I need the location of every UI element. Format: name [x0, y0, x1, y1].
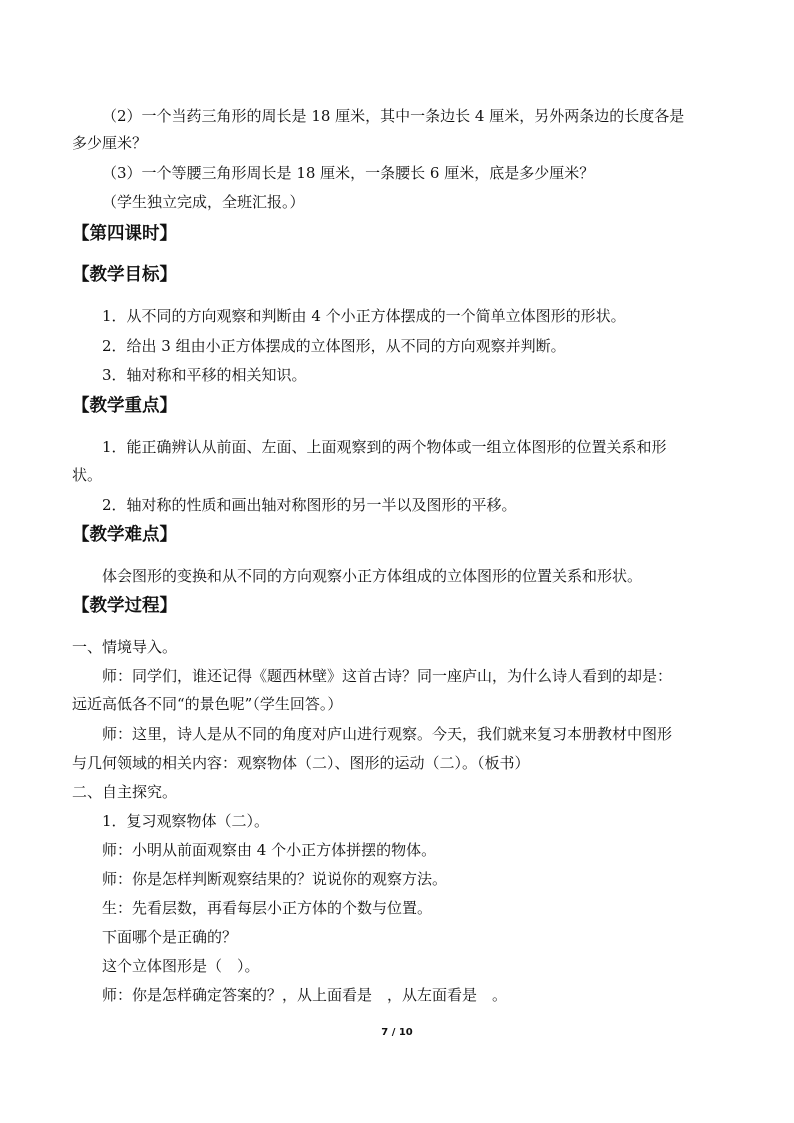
text-line: 2．给出 3 组由小正方体摆成的立体图形，从不同的方向观察并判断。 — [102, 337, 566, 355]
section-heading: 【教学难点】 — [72, 525, 177, 545]
text-line: 1．复习观察物体（二）。 — [102, 812, 270, 830]
text-line: 师：你是怎样判断观察结果的？说说你的观察方法。 — [102, 870, 448, 888]
text-line: 师：这里，诗人是从不同的角度对庐山进行观察。今天，我们就来复习本册教材中图形 — [102, 725, 673, 743]
text-line: （2）一个当药三角形的周长是 18 厘米，其中一条边长 4 厘米，另外两条边的长度各是 — [102, 107, 685, 125]
text-line: 师：小明从前面观察由 4 个小正方体拼摆的物体。 — [102, 841, 437, 859]
section-heading: 【第四课时】 — [72, 224, 177, 244]
text-line: 1．从不同的方向观察和判断由 4 个小正方体摆成的一个简单立体图形的形状。 — [102, 307, 626, 325]
section-heading: 【教学重点】 — [72, 396, 177, 416]
text-line: 生：先看层数，再看每层小正方体的个数与位置。 — [102, 899, 433, 917]
text-line: 二、自主探究。 — [72, 783, 178, 801]
text-line: 多少厘米？ — [72, 134, 148, 152]
text-line: 师：你是怎样确定答案的？，从上面看是 ，从左面看是 。 — [102, 986, 508, 1004]
text-line: 与几何领域的相关内容：观察物体（二）、图形的运动（二）。（板书） — [72, 754, 530, 772]
text-line: （3）一个等腰三角形周长是 18 厘米，一条腰长 6 厘米，底是多少厘米？ — [102, 164, 595, 182]
text-line: 这个立体图形是（ ）。 — [102, 957, 260, 975]
text-line: 2．轴对称的性质和画出轴对称图形的另一半以及图形的平移。 — [102, 496, 517, 514]
text-line: 下面哪个是正确的？ — [102, 928, 238, 946]
text-line: 3．轴对称和平移的相关知识。 — [102, 366, 307, 384]
text-line: （学生独立完成，全班汇报。） — [102, 193, 305, 211]
section-heading: 【教学目标】 — [72, 265, 177, 285]
section-heading: 【教学过程】 — [72, 596, 177, 616]
text-line: 体会图形的变换和从不同的方向观察小正方体组成的立体图形的位置关系和形状。 — [102, 567, 643, 585]
page-number: 7 / 10 — [381, 1027, 413, 1038]
text-line: 远近高低各不同“的景色呢”（学生回答。） — [72, 695, 343, 713]
text-line: 一、情境导入。 — [72, 638, 178, 656]
text-line: 师：同学们，谁还记得《题西林壁》这首古诗？同一座庐山，为什么诗人看到的却是： — [102, 667, 673, 685]
text-line: 1．能正确辨认从前面、左面、上面观察到的两个物体或一组立体图形的位置关系和形 — [102, 438, 667, 456]
text-line: 状。 — [72, 466, 103, 484]
